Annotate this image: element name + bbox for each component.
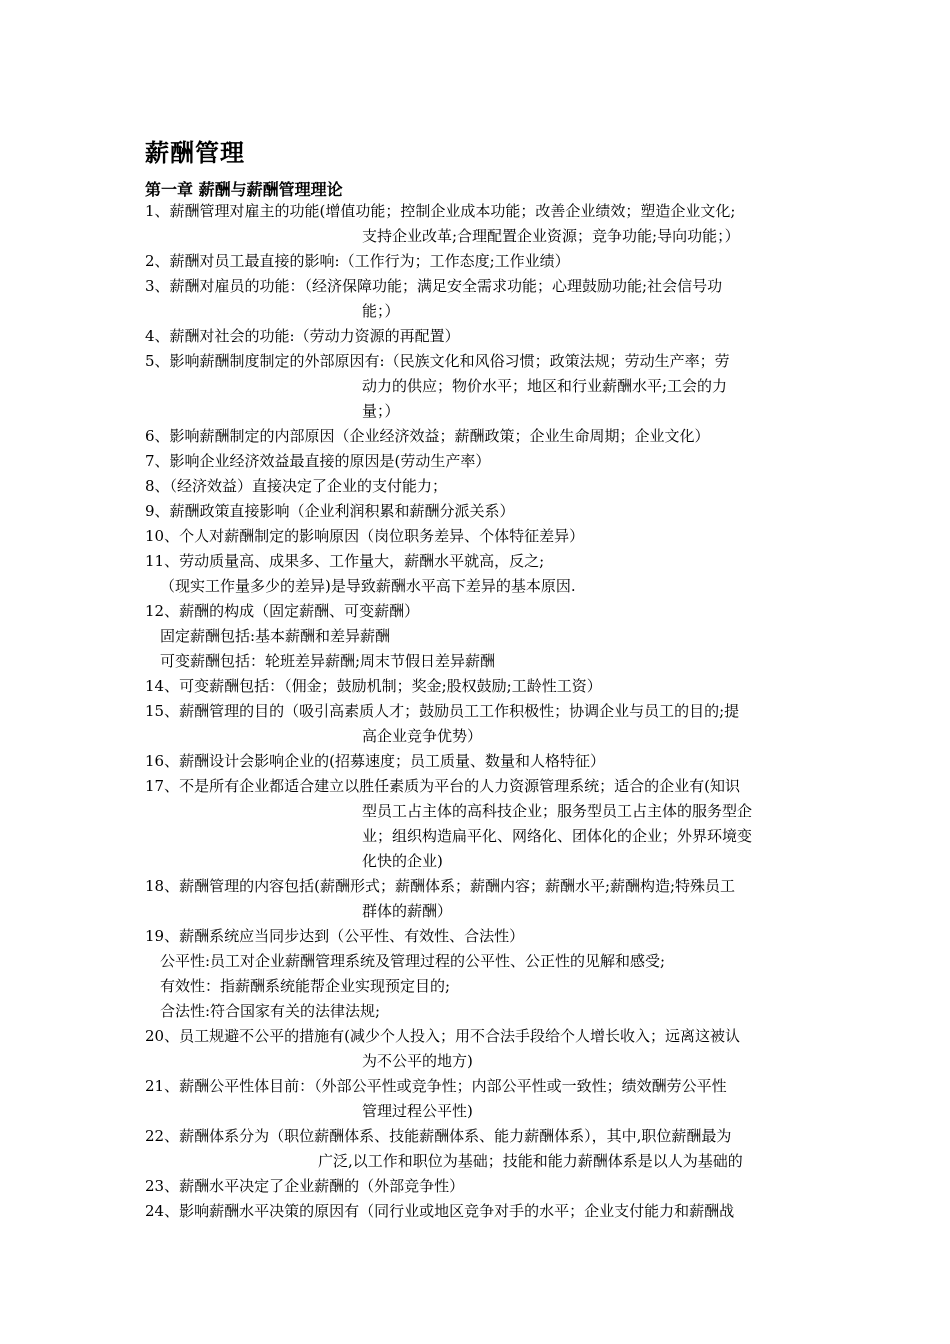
text-line: 1、薪酬管理对雇主的功能(增值功能；控制企业成本功能；改善企业绩效；塑造企业文化; xyxy=(145,202,736,220)
text-line: 4、薪酬对社会的功能:（劳动力资源的再配置） xyxy=(145,327,460,345)
text-line: 高企业竞争优势） xyxy=(362,727,483,745)
text-line: 3、薪酬对雇员的功能：（经济保障功能；满足安全需求功能；心理鼓励功能;社会信号功 xyxy=(145,277,723,295)
text-line: 动力的供应；物价水平；地区和行业薪酬水平;工会的力 xyxy=(362,377,728,395)
text-line: 22、薪酬体系分为（职位薪酬体系、技能薪酬体系、能力薪酬体系），其中,职位薪酬最为 xyxy=(145,1127,732,1145)
text-line: 合法性:符合国家有关的法律法规; xyxy=(160,1002,381,1020)
text-line: 业；组织构造扁平化、网络化、团体化的企业；外界环境变 xyxy=(362,827,753,845)
text-line: 支持企业改革;合理配置企业资源；竞争功能;导向功能；） xyxy=(362,227,740,245)
text-line: 16、薪酬设计会影响企业的(招募速度；员工质量、数量和人格特征） xyxy=(145,752,605,770)
text-line: 2、薪酬对员工最直接的影响:（工作行为；工作态度;工作业绩） xyxy=(145,252,570,270)
text-line: 有效性：指薪酬系统能帮企业实现预定目的; xyxy=(160,977,451,995)
text-line: 8、（经济效益）直接决定了企业的支付能力； xyxy=(145,477,448,495)
text-line: 11、劳动质量高、成果多、工作量大，薪酬水平就高，反之; xyxy=(145,552,545,570)
text-line: （现实工作量多少的差异)是导致薪酬水平高下差异的基本原因. xyxy=(160,577,576,595)
text-line: 5、影响薪酬制度制定的外部原因有:（民族文化和风俗习惯；政策法规；劳动生产率；劳 xyxy=(145,352,730,370)
text-line: 广泛,以工作和职位为基础；技能和能力薪酬体系是以人为基础的 xyxy=(318,1152,743,1170)
chapter-heading: 第一章 薪酬与薪酬管理理论 xyxy=(145,180,343,199)
text-line: 24、影响薪酬水平决策的原因有（同行业或地区竞争对手的水平；企业支付能力和薪酬战 xyxy=(145,1202,735,1220)
text-line: 21、薪酬公平性体目前：（外部公平性或竞争性；内部公平性或一致性；绩效酬劳公平性 xyxy=(145,1077,727,1095)
text-line: 为不公平的地方) xyxy=(362,1052,473,1070)
text-line: 可变薪酬包括：轮班差异薪酬;周末节假日差异薪酬 xyxy=(160,652,496,670)
text-line: 18、薪酬管理的内容包括(薪酬形式；薪酬体系；薪酬内容；薪酬水平;薪酬构造;特殊员工 xyxy=(145,877,736,895)
text-line: 23、薪酬水平决定了企业薪酬的（外部竞争性） xyxy=(145,1177,465,1195)
document-title: 薪酬管理 xyxy=(145,139,245,167)
text-line: 能；） xyxy=(362,302,400,320)
text-line: 6、影响薪酬制定的内部原因（企业经济效益；薪酬政策；企业生命周期；企业文化） xyxy=(145,427,710,445)
text-line: 化快的企业) xyxy=(362,852,443,870)
text-line: 12、薪酬的构成（固定薪酬、可变薪酬） xyxy=(145,602,420,620)
text-line: 10、个人对薪酬制定的影响原因（岗位职务差异、个体特征差异） xyxy=(145,527,585,545)
text-line: 7、影响企业经济效益最直接的原因是(劳动生产率） xyxy=(145,452,491,470)
text-line: 型员工占主体的高科技企业；服务型员工占主体的服务型企 xyxy=(362,802,753,820)
text-line: 量；） xyxy=(362,402,400,420)
text-line: 19、薪酬系统应当同步达到（公平性、有效性、合法性） xyxy=(145,927,525,945)
text-line: 9、薪酬政策直接影响（企业利润积累和薪酬分派关系） xyxy=(145,502,515,520)
text-line: 15、薪酬管理的目的（吸引高素质人才；鼓励员工工作积极性；协调企业与员工的目的;提 xyxy=(145,702,740,720)
text-line: 公平性:员工对企业薪酬管理系统及管理过程的公平性、公正性的见解和感受; xyxy=(160,952,666,970)
text-line: 14、可变薪酬包括：（佣金；鼓励机制；奖金;股权鼓励;工龄性工资） xyxy=(145,677,602,695)
text-line: 群体的薪酬） xyxy=(362,902,453,920)
text-line: 固定薪酬包括:基本薪酬和差异薪酬 xyxy=(160,627,391,645)
text-line: 20、员工规避不公平的措施有(减少个人投入；用不合法手段给个人增长收入；远离这被认 xyxy=(145,1027,740,1045)
text-line: 17、不是所有企业都适合建立以胜任素质为平台的人力资源管理系统；适合的企业有(知识 xyxy=(145,777,740,795)
text-line: 管理过程公平性) xyxy=(362,1102,473,1120)
